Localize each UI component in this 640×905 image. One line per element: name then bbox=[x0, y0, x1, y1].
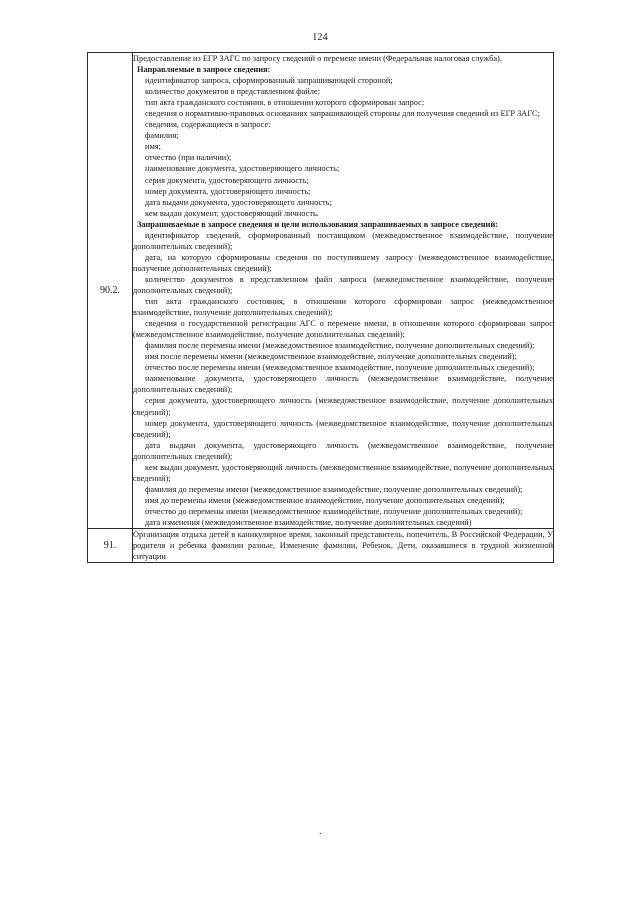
response-item: дата изменения (межведомственное взаимодействие, получение дополнительных сведений) bbox=[145, 517, 472, 527]
request-heading: Направляемые в запросе сведения: bbox=[137, 65, 271, 75]
response-item: фамилия после перемены имени (межведомственное взаимодействие, получение дополнительных сведений); bbox=[145, 341, 535, 351]
request-item: количество документов в представленном файле; bbox=[145, 87, 320, 97]
row-number: 91. bbox=[88, 529, 133, 563]
response-item: фамилия до перемены имени (межведомственное взаимодействие, получение дополнительных сведений); bbox=[145, 484, 523, 494]
row-content bbox=[133, 529, 554, 563]
response-item: сведения о государственной регистрации АГС о перемене имени, в отношении которого сформирован запрос (межведомственное взаимодействие, получение дополнительных сведений); bbox=[133, 319, 553, 340]
request-item: кем выдан документ, удостоверяющий личность. bbox=[145, 208, 319, 218]
response-item: отчество до перемены имени (межведомственное взаимодействие, получение дополнительных сведений); bbox=[145, 506, 523, 516]
response-item: номер документа, удостоверяющего личность (межведомственное взаимодействие, получение дополнительных сведений); bbox=[133, 418, 553, 439]
response-item: идентификатор сведений, сформированный поставщиком (межведомственное взаимодействие, получение дополнительных сведений); bbox=[133, 230, 553, 251]
document-table bbox=[87, 52, 554, 563]
table-row-90-2 bbox=[88, 53, 554, 529]
request-item: идентификатор запроса, сформированный запрашивающей стороной; bbox=[145, 76, 393, 86]
request-item: наименование документа, удостоверяющего личность; bbox=[145, 164, 340, 174]
response-item: кем выдан документ, удостоверяющий личность (межведомственное взаимодействие, получение дополнительных сведений); bbox=[133, 462, 553, 483]
page-number: 124 bbox=[312, 32, 328, 43]
request-item: фамилия; bbox=[145, 131, 179, 141]
request-item: сведения, содержащиеся в запросе: bbox=[145, 120, 271, 130]
request-item: дата выдачи документа, удостоверяющего личность; bbox=[145, 197, 332, 207]
response-item: серия документа, удостоверяющего личность (межведомственное взаимодействие, получение дополнительных сведений); bbox=[133, 396, 553, 417]
request-item: имя; bbox=[145, 142, 161, 152]
request-item: тип акта гражданского состояния, в отношении которого сформирован запрос; bbox=[145, 98, 425, 108]
footer-mark: . bbox=[319, 826, 322, 837]
request-item: отчество (при наличии); bbox=[145, 153, 232, 163]
response-item: дата выдачи документа, удостоверяющего личность (межведомственное взаимодействие, получение дополнительных сведений); bbox=[133, 440, 553, 461]
response-item: количество документов в представленном файл запроса (межведомственное взаимодействие, получение дополнительных сведений); bbox=[133, 274, 553, 295]
row-content bbox=[133, 53, 554, 529]
service-title: Предоставление из ЕГР ЗАГС по запросу сведений о перемене имени (Федеральная налоговая служба). bbox=[133, 54, 502, 63]
request-item: сведения о нормативно-правовых основаниях запрашивающей стороны для получения сведений из ЕГР ЗАГС; bbox=[145, 109, 540, 119]
response-item: наименование документа, удостоверяющего личность (межведомственное взаимодействие, получение дополнительных сведений); bbox=[133, 374, 553, 395]
request-item: номер документа, удостоверяющего личность; bbox=[145, 186, 311, 196]
row-number: 90.2. bbox=[88, 53, 133, 529]
response-heading: Запрашиваемые в запросе сведения и цели использования запрашиваемых в запросе сведений: bbox=[137, 219, 498, 229]
response-item: дата, на которую сформированы сведения по поступившему запросу (межведомственное взаимодействие, получение дополнительных сведений); bbox=[133, 252, 553, 273]
response-item: отчество после перемены имени (межведомственное взаимодействие, получение дополнительных сведений); bbox=[145, 363, 535, 373]
response-item: тип акта гражданского состояния, в отношении которого сформирован запрос (межведомственное взаимодействие, получение дополнительных сведений); bbox=[133, 297, 553, 318]
table-row-91 bbox=[88, 529, 554, 563]
service-keywords: Организация отдыха детей в каникулярное время, законный представитель, попечитель, В Российской Федерации, У родителя и ребенка фамилии разные, Изменение фамилии, Ребенок, Дети, оказавшиеся в трудной жизненной ситуации bbox=[133, 530, 553, 562]
response-list bbox=[133, 230, 553, 528]
request-list bbox=[133, 75, 553, 219]
request-item: серия документа, удостоверяющего личность; bbox=[145, 175, 309, 185]
response-item: имя до перемены имени (межведомственное взаимодействие, получение дополнительных сведений); bbox=[145, 495, 505, 505]
response-item: имя после перемены имени (межведомственное взаимодействие, получение дополнительных сведений); bbox=[145, 352, 517, 362]
